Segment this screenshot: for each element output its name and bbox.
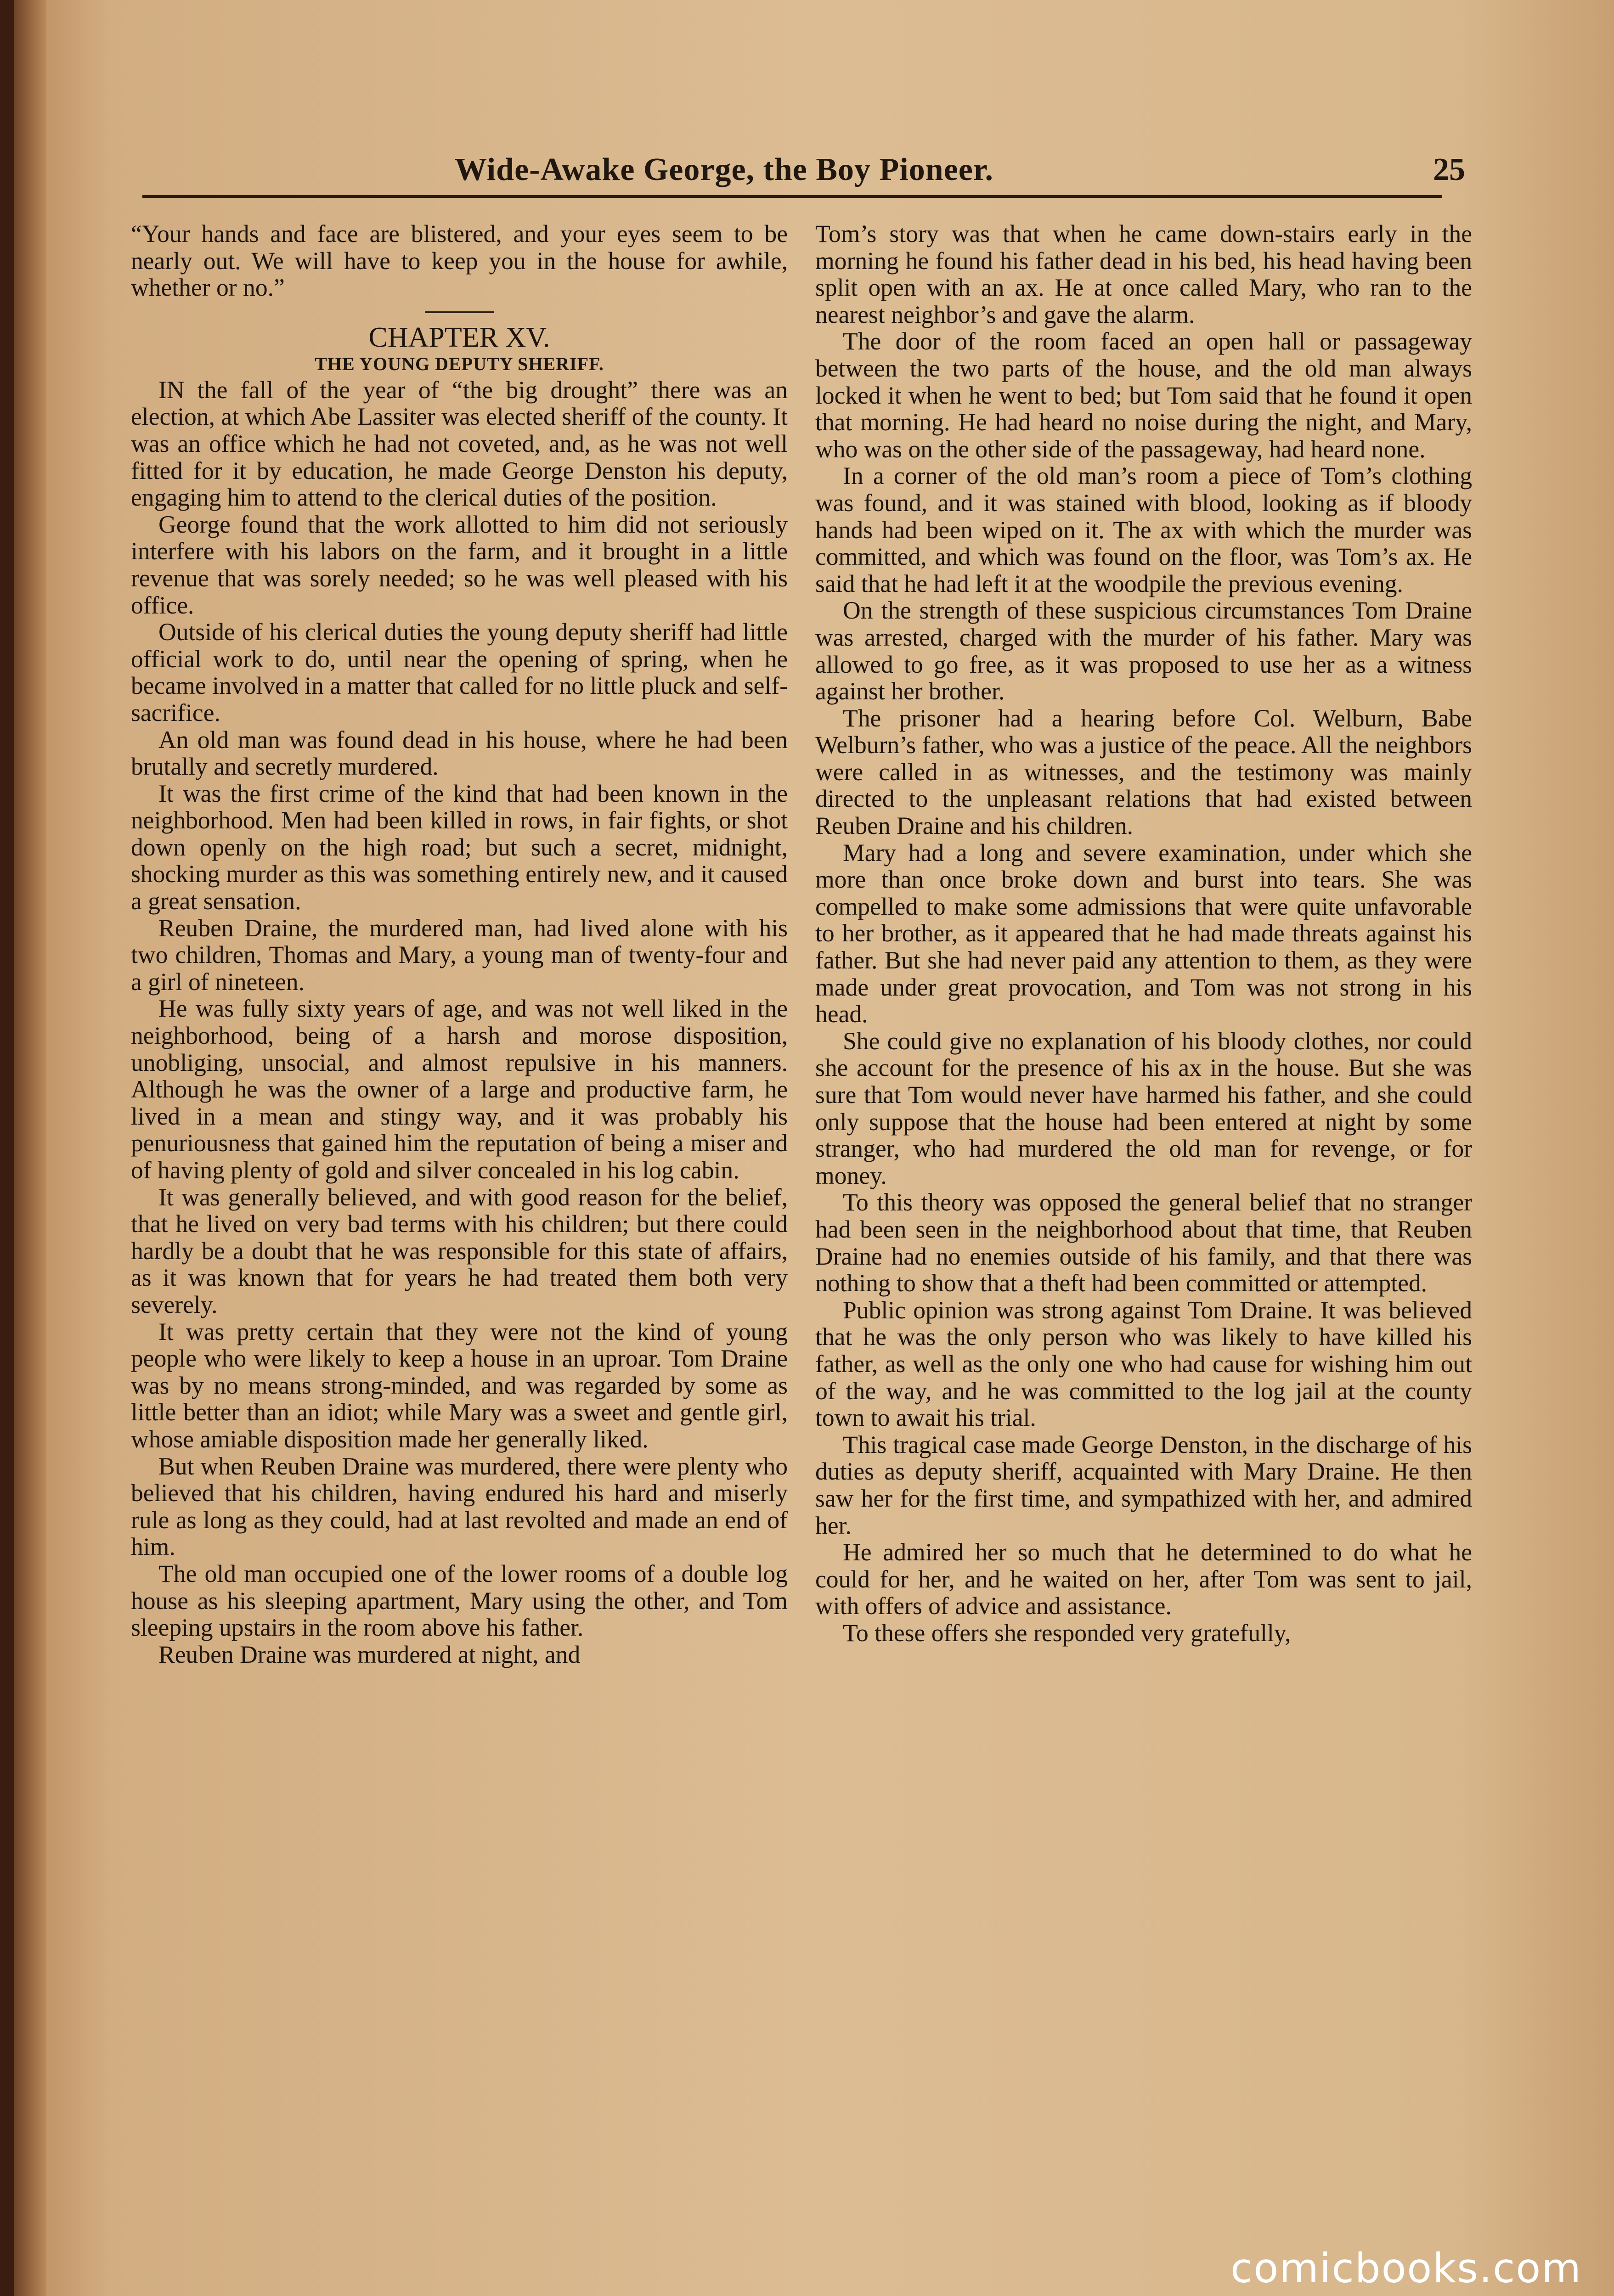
paragraph: The door of the room faced an open hall or passageway between the two parts of the house, and the old man always locked it when he went to bed; but Tom said that he found it open that morning. He had heard no noise during the night, and Mary, who was on the other side of the passageway, had heard none. [815, 327, 1472, 463]
page-header [152, 152, 1484, 202]
paragraph: To this theory was opposed the general belief that no stranger had been seen in the neighborhood about that time, that Reuben Draine had no enemies outside of his family, and that there was nothing to show that a theft had been committed or attempted. [815, 1188, 1472, 1297]
chapter-title: CHAPTER XV. [368, 321, 550, 353]
left-column [131, 220, 788, 1668]
section-divider [425, 311, 494, 313]
magazine-page [14, 0, 1614, 2296]
paragraph: It was the first crime of the kind that had been known in the neighborhood. Men had been killed in rows, in fair fights, or shot down openly on the high road; but such a secret, midnight, shocking murder as this was something entirely new, and it caused a great sensation. [131, 779, 788, 915]
page-spine [14, 0, 46, 2296]
opening-paragraph: “Your hands and face are blistered, and your eyes seem to be nearly out. We will have to keep you in the house for awhile, whether or no.” [131, 220, 788, 302]
paragraph: On the strength of these suspicious circumstances Tom Draine was arrested, charged with the murder of his father. Mary was allowed to go free, as it was proposed to use her as a witness against her brother. [815, 597, 1472, 705]
paragraph: Mary had a long and severe examination, under which she more than once broke down and burst into tears. She was compelled to make some admissions that were quite unfavorable to her brother, as it appeared that he had made threats against his father. But she had never paid any attention to them, as they were made under great provocation, and Tom was not strong in his head. [815, 838, 1472, 1028]
chapter-subtitle: THE YOUNG DEPUTY SHERIFF. [315, 353, 604, 374]
running-title: Wide-Awake George, the Boy Pioneer. [455, 152, 993, 187]
paragraph: Outside of his clerical duties the young deputy sheriff had little official work to do, until near the opening of spring, when he became involved in a matter that called for no little pluck and self-sacrifice. [131, 618, 788, 726]
paragraph: The old man occupied one of the lower rooms of a double log house as his sleeping apartment, Mary using the other, and Tom sleeping upstairs in the room above his father. [131, 1559, 788, 1642]
page-number: 25 [1433, 152, 1465, 187]
paragraph: Reuben Draine, the murdered man, had lived alone with his two children, Thomas and Mary, a young man of twenty-four and a girl of nineteen. [131, 914, 788, 996]
paragraph: But when Reuben Draine was murdered, there were plenty who believed that his children, having endured his hard and miserly rule as long as they could, had at last revolted and made an end of him. [131, 1452, 788, 1561]
paragraph: In a corner of the old man’s room a piece of Tom’s clothing was found, and it was stained with blood, looking as if bloody hands had been wiped on it. The ax with which the murder was committed, and which was found on the floor, was Tom’s ax. He said that he had left it at the woodpile the previous evening. [815, 462, 1472, 597]
paragraph: She could give no explanation of his bloody clothes, nor could she account for the presence of his ax in the house. But she was sure that Tom would never have harmed his father, and she could only suppose that the house had been entered at night by some stranger, who had murdered the old man for revenge, or for money. [815, 1027, 1472, 1189]
paragraph: It was pretty certain that they were not the kind of young people who were likely to keep a house in an uproar. Tom Draine was by no means strong-minded, and was regarded by some as little better than an idiot; while Mary was a sweet and gentle girl, whose amiable disposition made her generally liked. [131, 1317, 788, 1453]
watermark: comicbooks.com [1230, 2245, 1582, 2292]
paragraph: It was generally believed, and with good reason for the belief, that he lived on very bad terms with his children; but there could hardly be a doubt that he was responsible for this state of affairs, as it was known that for years he had treated them both very severely. [131, 1183, 788, 1318]
paragraph: George found that the work allotted to him did not seriously interfere with his labors on the farm, and it brought in a little revenue that was sorely needed; so he was well pleased with his office. [131, 510, 788, 619]
header-rule [142, 195, 1442, 198]
paragraph: The prisoner had a hearing before Col. Welburn, Babe Welburn’s father, who was a justice of the peace. All the neighbors were called in as witnesses, and the testimony was mainly directed to the unpleasant relations that had existed between Reuben Draine and his children. [815, 704, 1472, 840]
paragraph: Public opinion was strong against Tom Draine. It was believed that he was the only person who was likely to have killed his father, as well as the only one who had cause for wishing him out of the way, and he was committed to the log jail at the county town to await his trial. [815, 1296, 1472, 1432]
paragraph: IN the fall of the year of “the big drought” there was an election, at which Abe Lassiter was elected sheriff of the county. It was an office which he had not coveted, and, as he was not well fitted for it by education, he made George Denston his deputy, engaging him to attend to the clerical duties of the position. [131, 376, 788, 512]
paragraph: He was fully sixty years of age, and was not well liked in the neighborhood, being of a harsh and morose disposition, unobliging, unsocial, and almost repulsive in his manners. Although he was the owner of a large and productive farm, he lived in a mean and stingy way, and it was probably his penuriousness that gained him the reputation of being a miser and of having plenty of gold and silver concealed in his log cabin. [131, 995, 788, 1184]
paragraph: An old man was found dead in his house, where he had been brutally and secretly murdered. [131, 726, 788, 781]
paragraph: Reuben Draine was murdered at night, and [158, 1640, 581, 1668]
paragraph: Tom’s story was that when he came down-stairs early in the morning he found his father dead in his bed, his head having been split open with an ax. He at once called Mary, who ran to the nearest neighbor’s and gave the alarm. [815, 220, 1472, 328]
right-column [815, 220, 1472, 1646]
paragraph: To these offers she responded very gratefully, [843, 1619, 1291, 1647]
paragraph: He admired her so much that he determined to do what he could for her, and he waited on her, after Tom was sent to jail, with offers of advice and assistance. [815, 1538, 1472, 1620]
paragraph: This tragical case made George Denston, in the discharge of his duties as deputy sheriff, acquainted with Mary Draine. He then saw her for the first time, and sympathized with her, and admired her. [815, 1430, 1472, 1539]
